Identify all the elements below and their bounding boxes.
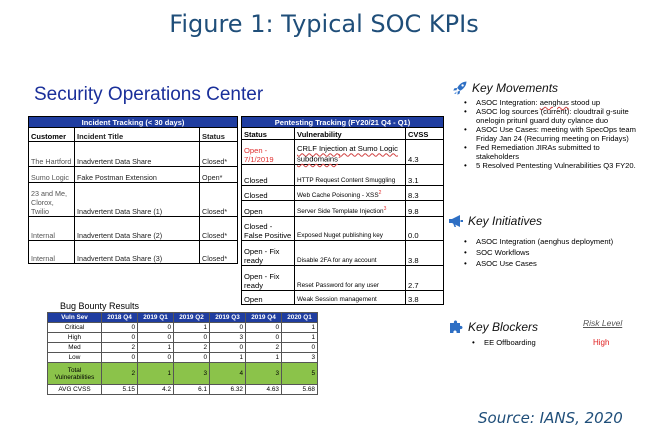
bb-header: 2019 Q4 [246, 313, 282, 323]
bb-cell: 0 [138, 353, 174, 363]
pentest-cvss: 3.1 [406, 165, 444, 186]
incident-title: Inadvertent Data Share (3) [75, 241, 200, 264]
table-row [29, 183, 238, 217]
list-item: • SOC Workflows [458, 248, 643, 257]
pentest-status: Closed - False Positive [242, 217, 295, 241]
bb-cell: 5 [282, 363, 318, 385]
bb-row-label: High [48, 333, 102, 343]
pentest-status: Closed [242, 186, 295, 201]
table-row [242, 165, 444, 186]
pentest-header-cvss: CVSS [406, 128, 444, 140]
table-row [242, 186, 444, 201]
list-item-text: aenghus [539, 98, 569, 107]
bb-row-label: AVG CVSS [48, 385, 102, 395]
risk-badge: High [593, 338, 610, 347]
incident-header-customer: Customer [29, 128, 75, 142]
table-row [48, 333, 318, 343]
incident-status: Closed* [200, 241, 238, 264]
megaphone-icon [448, 213, 464, 229]
list-item: • ASOC log sources (current): cloudtrail g-suite onelogin pritunl guard duty cylance duo [458, 107, 643, 125]
table-row [48, 343, 318, 353]
table-row [242, 266, 444, 291]
pentest-status: Open - Fix ready [242, 241, 295, 266]
bb-cell: 1 [246, 353, 282, 363]
incident-status: Closed* [200, 183, 238, 217]
bb-header: 2020 Q1 [282, 313, 318, 323]
avg-row [48, 385, 318, 395]
incident-status: Open* [200, 167, 238, 183]
bb-cell: 1 [282, 323, 318, 333]
bb-cell: 0 [246, 333, 282, 343]
bb-header: 2019 Q2 [174, 313, 210, 323]
pentest-vuln: Exposed Nuget publishing key [295, 217, 406, 241]
bb-cell: 6.1 [174, 385, 210, 395]
bb-header: 2018 Q4 [102, 313, 138, 323]
bb-cell: 1 [138, 363, 174, 385]
list-item: • Fed Remediation JIRAs submitted to stakeholders [458, 143, 643, 161]
footnote-marker: 2 [378, 189, 382, 196]
key-movements-header [452, 80, 558, 96]
list-item: • ASOC Use Cases [458, 259, 643, 268]
bb-cell: 1 [174, 323, 210, 333]
pentest-status: Open - Fix ready [242, 266, 295, 291]
list-item: • EE Offboarding [466, 338, 586, 347]
pentest-vuln [295, 140, 406, 165]
bb-cell: 2 [174, 343, 210, 353]
pentest-caption: Pentesting Tracking (FY20/21 Q4 - Q1) [242, 117, 444, 128]
bb-cell: 0 [102, 353, 138, 363]
bb-cell: 0 [174, 333, 210, 343]
incident-customer: 23 and Me, Clorox, Twilio [29, 183, 75, 217]
list-item: • ASOC Use Cases: meeting with SpecOps team Friday Jan 24 (Recurring meeting on Fridays) [458, 125, 643, 143]
table-row [48, 323, 318, 333]
bb-header: Vuln Sev [48, 313, 102, 323]
total-row [48, 363, 318, 385]
pentest-cvss: 0.0 [406, 217, 444, 241]
bb-cell: 0 [246, 323, 282, 333]
rocket-icon [452, 80, 468, 96]
incident-customer: Sumo Logic [29, 167, 75, 183]
incident-title: Fake Postman Extension [75, 167, 200, 183]
bb-cell: 2 [246, 343, 282, 353]
bb-cell: 0 [174, 353, 210, 363]
bb-cell: 5.15 [102, 385, 138, 395]
bb-cell: 5.68 [282, 385, 318, 395]
incident-customer: Internal [29, 217, 75, 241]
bb-cell: 4.63 [246, 385, 282, 395]
pentest-cvss: 3.8 [406, 241, 444, 266]
pentest-status: Open [242, 291, 295, 305]
pentest-tracking-table [241, 116, 444, 305]
incident-customer: The Hartford [29, 142, 75, 167]
key-initiatives-header [448, 213, 542, 229]
bug-bounty-table [47, 312, 318, 395]
bb-cell: 3 [282, 353, 318, 363]
table-row [29, 142, 238, 167]
incident-header-status: Status [200, 128, 238, 142]
key-movements-list [458, 98, 643, 170]
pentest-vuln [295, 201, 406, 217]
incident-title: Inadvertent Data Share (1) [75, 183, 200, 217]
bb-cell: 0 [210, 343, 246, 353]
table-row [242, 217, 444, 241]
bb-cell: 2 [102, 363, 138, 385]
pentest-status: Open [242, 201, 295, 217]
table-row [48, 353, 318, 363]
bb-row-label: Total Vulnerabilities [48, 363, 102, 385]
bb-row-label: Low [48, 353, 102, 363]
key-initiatives-title: Key Initiatives [468, 214, 543, 228]
bb-cell: 6.32 [210, 385, 246, 395]
list-item: • ASOC Integration (aenghus deployment) [458, 237, 643, 246]
table-row [29, 217, 238, 241]
bb-cell: 4 [210, 363, 246, 385]
pentest-status: Open - 7/1/2019 [242, 140, 295, 165]
bb-cell: 3 [210, 333, 246, 343]
bb-header: 2019 Q3 [210, 313, 246, 323]
bb-cell: 3 [246, 363, 282, 385]
pentest-header-status: Status [242, 128, 295, 140]
footnote-marker: 3 [383, 205, 387, 212]
table-row [242, 140, 444, 165]
bb-cell: 0 [282, 343, 318, 353]
table-row [29, 241, 238, 264]
incident-header-title: Incident Title [75, 128, 200, 142]
pentest-cvss: 3.8 [406, 291, 444, 305]
bb-row-label: Med [48, 343, 102, 353]
bb-cell: 2 [102, 343, 138, 353]
footnote-marker: 1 [337, 154, 341, 161]
incident-tracking-table [28, 116, 238, 264]
bug-bounty-title: Bug Bounty Results [60, 301, 140, 311]
bb-header: 2019 Q1 [138, 313, 174, 323]
incident-customer: Internal [29, 241, 75, 264]
incident-caption: Incident Tracking (< 30 days) [29, 117, 238, 128]
key-movements-title: Key Movements [472, 81, 559, 95]
pentest-vuln: HTTP Request Content Smuggling [295, 165, 406, 186]
incident-title: Inadvertent Data Share (2) [75, 217, 200, 241]
bb-cell: 1 [138, 343, 174, 353]
bb-cell: 1 [282, 333, 318, 343]
figure-title: Figure 1: Typical SOC KPIs [169, 10, 479, 38]
bb-cell: 0 [210, 323, 246, 333]
incident-status: Closed* [200, 142, 238, 167]
key-blockers-header [448, 319, 538, 335]
list-item: • 5 Resolved Pentesting Vulnerabilities Q3 FY20. [458, 161, 643, 170]
pentest-vuln: Disable 2FA for any account [295, 241, 406, 266]
source-caption: Source: IANS, 2020 [478, 409, 623, 427]
bb-row-label: Critical [48, 323, 102, 333]
bb-cell: 0 [138, 333, 174, 343]
incident-status: Closed* [200, 217, 238, 241]
pentest-cvss: 2.7 [406, 266, 444, 291]
pentest-vuln [295, 186, 406, 201]
table-row [242, 291, 444, 305]
pentest-status: Closed [242, 165, 295, 186]
bb-cell: 3 [174, 363, 210, 385]
pentest-vuln: Reset Password for any user [295, 266, 406, 291]
list-item: • ASOC Integration: aenghus stood up [458, 98, 643, 107]
table-row [29, 167, 238, 183]
pentest-cvss: 9.8 [406, 201, 444, 217]
pentest-cvss: 8.3 [406, 186, 444, 201]
pentest-cvss: 4.3 [406, 140, 444, 165]
key-blockers-title: Key Blockers [468, 320, 539, 334]
bb-cell: 0 [138, 323, 174, 333]
bb-cell: 0 [102, 333, 138, 343]
table-row [242, 241, 444, 266]
table-row [242, 201, 444, 217]
bb-cell: 0 [102, 323, 138, 333]
puzzle-piece-icon [448, 319, 464, 335]
bb-cell: 1 [210, 353, 246, 363]
risk-level-header: Risk Level [583, 318, 623, 328]
pentest-vuln-text: Web Cache Poisoning - XSS [297, 192, 379, 199]
key-initiatives-list [458, 237, 643, 268]
pentest-vuln-text: CRLF Injection at Sumo Logic subdomains [297, 144, 398, 164]
soc-title: Security Operations Center [34, 84, 264, 105]
key-blockers-list [466, 338, 586, 347]
pentest-header-vuln: Vulnerability [295, 128, 406, 140]
pentest-vuln: Weak Session management [295, 291, 406, 305]
bb-cell: 4.2 [138, 385, 174, 395]
incident-title: Inadvertent Data Share [75, 142, 200, 167]
pentest-vuln-text: Server Side Template Injection [297, 208, 384, 215]
